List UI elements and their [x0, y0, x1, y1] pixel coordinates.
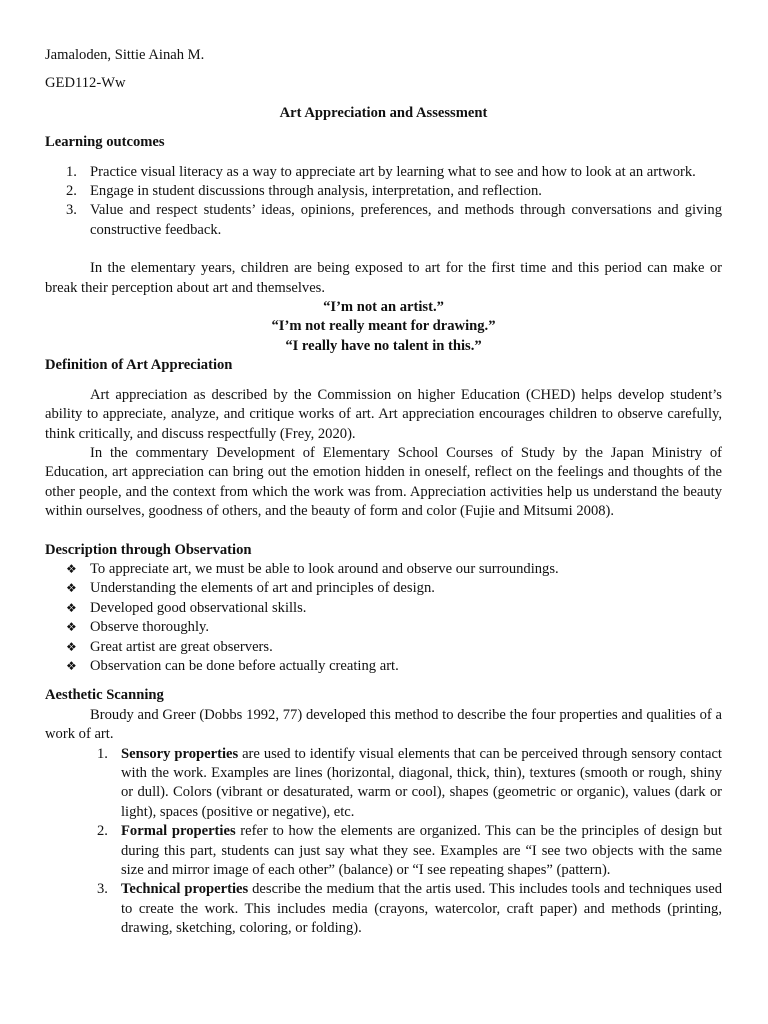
- list-item: [45, 657, 722, 676]
- list-item-text: To appreciate art, we must be able to look around and observe our surroundings.: [90, 560, 559, 577]
- list-item: [45, 618, 722, 637]
- quote-line: “I’m not an artist.”: [323, 299, 444, 316]
- list-number: 2.: [97, 823, 108, 840]
- learning-outcomes-heading: Learning outcomes: [45, 134, 165, 151]
- aesthetic-intro: Broudy and Greer (Dobbs 1992, 77) developed this method to describe the four properties and qualities of a work of art.: [45, 706, 722, 743]
- list-item-text: Observation can be done before actually creating art.: [90, 657, 399, 674]
- list-item-text: Great artist are great observers.: [90, 638, 273, 655]
- definition-heading: Definition of Art Appreciation: [45, 357, 233, 374]
- intro-paragraph: In the elementary years, children are being exposed to art for the first time and this period can make or break their perception about art and themselves.: [45, 260, 722, 296]
- observation-heading: Description through Observation: [45, 541, 252, 558]
- list-item-text: Observe thoroughly.: [90, 619, 210, 636]
- diamond-bullet-icon: ❖: [66, 658, 77, 673]
- list-item: [45, 745, 722, 823]
- diamond-bullet-icon: ❖: [66, 561, 77, 576]
- diamond-bullet-icon: ❖: [66, 600, 77, 615]
- list-number: 1.: [97, 745, 108, 762]
- quote-line: “I really have no talent in this.”: [285, 337, 482, 354]
- course-code: GED112-Ww: [45, 75, 126, 92]
- property-term: Formal properties: [121, 823, 236, 840]
- list-item: [45, 163, 722, 182]
- aesthetic-properties-list: [45, 745, 722, 939]
- list-item: [45, 880, 722, 938]
- definition-paragraph: In the commentary Development of Elementary School Courses of Study by the Japan Ministry of Education, art appreciation can bring out the emotion hidden in oneself, reflect on the feelings and thoughts of the other people, and the context from which the work was from. Appreciation activities help us understand the beauty within ourselves, goodness of others, and the beauty of form and color (Fujie and Mitsumi 2008).: [45, 444, 722, 520]
- quote-line: “I’m not really meant for drawing.”: [271, 318, 496, 335]
- property-description: describe the medium that the artis used. This includes tools and techniques used to create the work. This includes media (crayons, watercolor, craft paper) and methods (printing, drawing, sketching, coloring, or folding).: [121, 881, 722, 937]
- document-title: Art Appreciation and Assessment: [279, 104, 488, 121]
- list-item: [45, 822, 722, 880]
- definition-paragraph: Art appreciation as described by the Commission on higher Education (CHED) helps develop student’s ability to appreciate, analyze, and critique works of art. Art appreciation encourages children to observe carefully, think critically, and discuss respectfully (Frey, 2020).: [45, 386, 722, 442]
- diamond-bullet-icon: ❖: [66, 581, 77, 596]
- list-number: 3.: [66, 202, 77, 219]
- diamond-bullet-icon: ❖: [66, 620, 77, 635]
- property-term: Sensory properties: [121, 745, 239, 762]
- list-item-text: Value and respect students’ ideas, opinions, preferences, and methods through conversations and giving constructive feedback.: [90, 202, 722, 238]
- list-item: [45, 638, 722, 657]
- learning-outcomes-list: [45, 163, 722, 241]
- list-number: 2.: [66, 183, 77, 200]
- list-item-text: Practice visual literacy as a way to appreciate art by learning what to see and how to look at an artwork.: [90, 163, 696, 180]
- observation-list: [45, 560, 722, 676]
- list-item-text: Developed good observational skills.: [90, 599, 307, 616]
- list-item: [45, 599, 722, 618]
- list-item: [45, 579, 722, 598]
- list-item: [45, 560, 722, 579]
- list-number: 3.: [97, 881, 108, 898]
- aesthetic-heading: Aesthetic Scanning: [45, 687, 164, 704]
- diamond-bullet-icon: ❖: [66, 639, 77, 654]
- list-item: [45, 201, 722, 240]
- list-item-text: Engage in student discussions through analysis, interpretation, and reflection.: [90, 183, 542, 200]
- property-description: refer to how the elements are organized. This can be the principles of design but during this part, students can just say what they see. Examples are “I see two objects with the same size and mirror image of each other” (balance) or “I see repeating shapes” (pattern).: [121, 823, 722, 879]
- list-number: 1.: [66, 163, 77, 180]
- author-name: Jamaloden, Sittie Ainah M.: [45, 47, 205, 63]
- property-description: are used to identify visual elements that can be perceived through sensory contact with the work. Examples are lines (horizontal, diagonal, thick, thin), textures (smooth or rough, shiny or dull). Colors (vibrant or desaturated, warm or cool), shapes (geometric or organic), values (dark or light), spaces (positive or negative), etc.: [121, 745, 722, 820]
- list-item: [45, 182, 722, 201]
- list-item-text: Understanding the elements of art and principles of design.: [90, 580, 435, 597]
- property-term: Technical properties: [121, 881, 249, 898]
